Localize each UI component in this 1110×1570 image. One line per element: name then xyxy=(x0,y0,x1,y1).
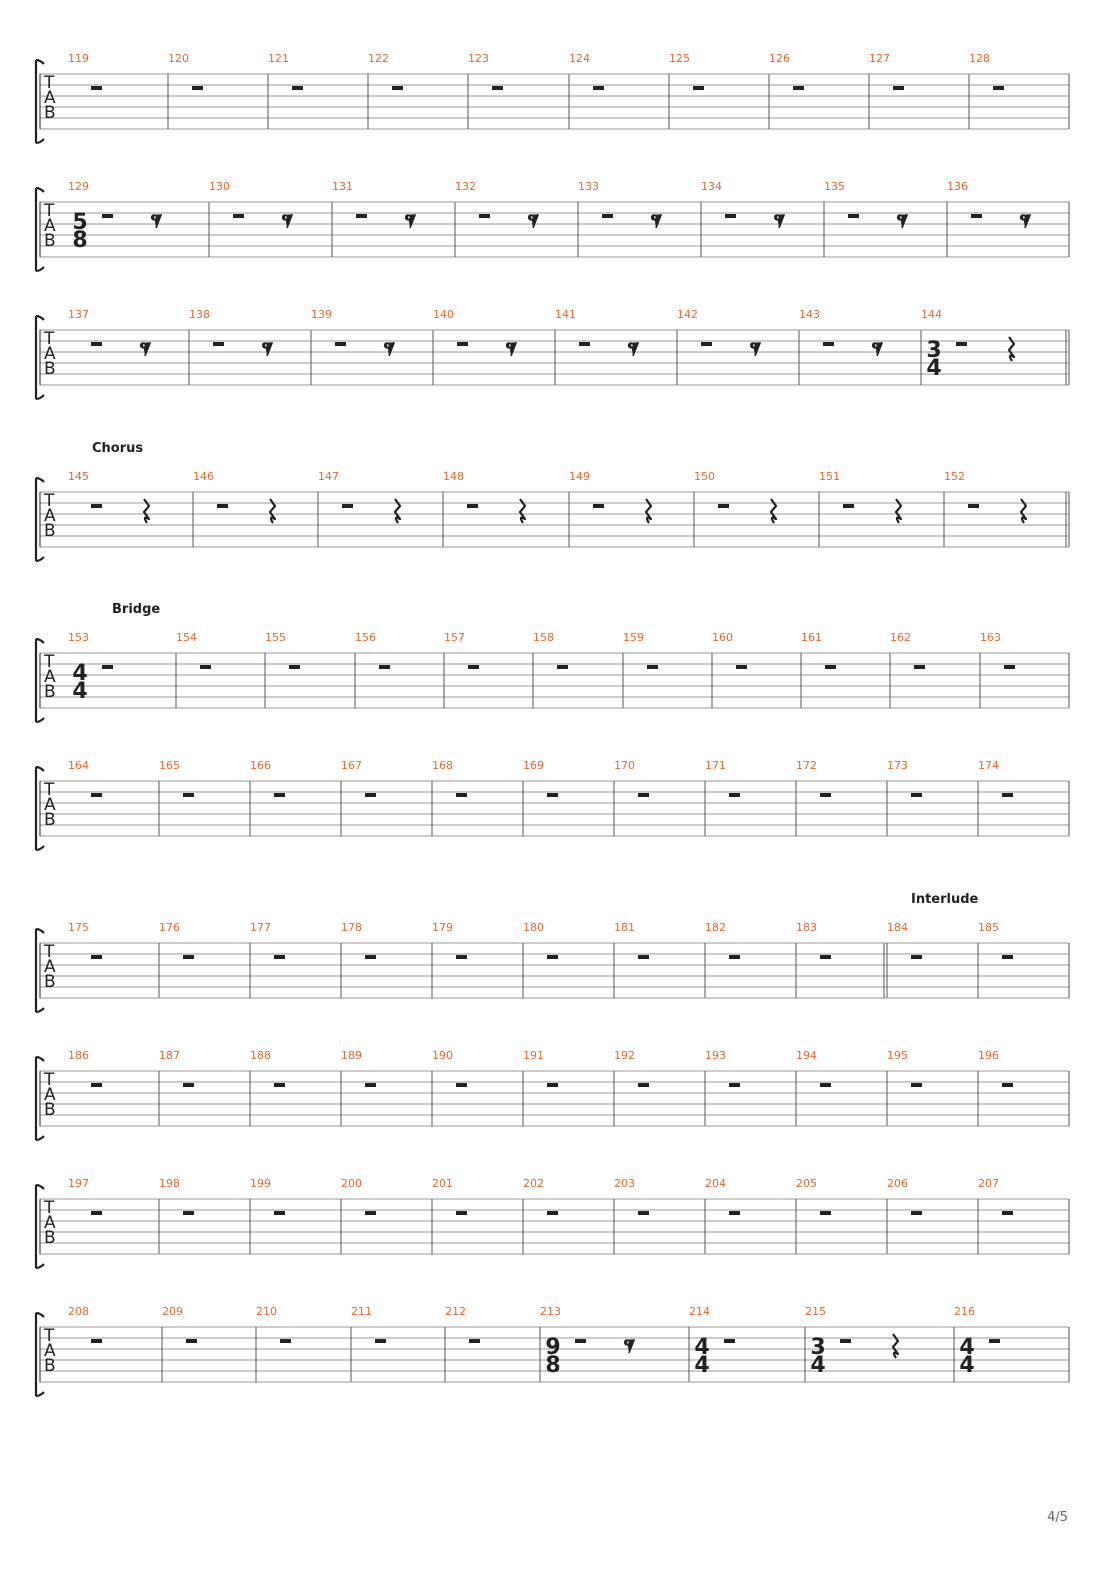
half-rest xyxy=(993,86,1004,90)
tab-clef-letter: A xyxy=(44,216,56,236)
measure-number: 204 xyxy=(705,1177,726,1190)
measure-number: 175 xyxy=(68,921,89,934)
measure-number: 141 xyxy=(555,308,576,321)
tab-clef-letter: T xyxy=(44,780,55,800)
half-rest xyxy=(602,214,613,218)
half-rest xyxy=(91,1211,102,1215)
measure-number: 155 xyxy=(265,631,286,644)
eighth-rest xyxy=(263,343,272,356)
measure-number: 167 xyxy=(341,759,362,772)
half-rest xyxy=(638,1211,649,1215)
tab-clef-letter: B xyxy=(44,682,56,702)
measure-number: 214 xyxy=(689,1305,710,1318)
half-rest xyxy=(292,86,303,90)
measure-number: 142 xyxy=(677,308,698,321)
measure-number: 146 xyxy=(193,470,214,483)
measure-number: 171 xyxy=(705,759,726,772)
tab-system xyxy=(36,1177,1069,1268)
measure-number: 164 xyxy=(68,759,89,772)
half-rest xyxy=(693,86,704,90)
tab-clef-letter: T xyxy=(44,942,55,962)
tab-system xyxy=(36,441,1069,561)
eighth-rest xyxy=(152,215,161,228)
measure-number: 208 xyxy=(68,1305,89,1318)
tab-clef-letter: A xyxy=(44,957,56,977)
half-rest xyxy=(342,504,353,508)
tab-clef-letter: B xyxy=(44,359,56,379)
tab-clef-letter: T xyxy=(44,73,55,93)
measure-number: 162 xyxy=(890,631,911,644)
measure-number: 131 xyxy=(332,180,353,193)
measure-number: 125 xyxy=(669,52,690,65)
measure-number: 215 xyxy=(805,1305,826,1318)
tab-clef-letter: T xyxy=(44,1198,55,1218)
tab-system xyxy=(36,180,1069,271)
half-rest xyxy=(469,1339,480,1343)
measure-number: 174 xyxy=(978,759,999,772)
measure-number: 212 xyxy=(445,1305,466,1318)
tab-system xyxy=(36,602,1069,722)
measure-number: 196 xyxy=(978,1049,999,1062)
measure-number: 163 xyxy=(980,631,1001,644)
half-rest xyxy=(825,665,836,669)
tab-system xyxy=(36,308,1069,399)
half-rest xyxy=(356,214,367,218)
half-rest xyxy=(192,86,203,90)
measure-number: 193 xyxy=(705,1049,726,1062)
measure-number: 177 xyxy=(250,921,271,934)
measure-number: 124 xyxy=(569,52,590,65)
half-rest xyxy=(274,793,285,797)
time-signature-bottom: 4 xyxy=(694,1353,710,1378)
half-rest xyxy=(893,86,904,90)
measure-number: 144 xyxy=(921,308,942,321)
measure-number: 135 xyxy=(824,180,845,193)
tab-system xyxy=(36,892,1069,1012)
half-rest xyxy=(820,793,831,797)
measure-number: 130 xyxy=(209,180,230,193)
half-rest xyxy=(91,342,102,346)
measure-number: 203 xyxy=(614,1177,635,1190)
measure-number: 172 xyxy=(796,759,817,772)
measure-number: 210 xyxy=(256,1305,277,1318)
measure-number: 159 xyxy=(623,631,644,644)
measure-number: 132 xyxy=(455,180,476,193)
time-signature-bottom: 4 xyxy=(810,1353,826,1378)
half-rest xyxy=(547,955,558,959)
tab-clef-letter: A xyxy=(44,1213,56,1233)
measure-number: 160 xyxy=(712,631,733,644)
measure-number: 194 xyxy=(796,1049,817,1062)
tab-clef-letter: A xyxy=(44,1341,56,1361)
half-rest xyxy=(365,793,376,797)
half-rest xyxy=(183,793,194,797)
half-rest xyxy=(729,955,740,959)
page-number: 4/5 xyxy=(1047,1510,1068,1525)
measure-number: 188 xyxy=(250,1049,271,1062)
half-rest xyxy=(379,665,390,669)
half-rest xyxy=(593,86,604,90)
half-rest xyxy=(911,793,922,797)
half-rest xyxy=(914,665,925,669)
time-signature-top: 3 xyxy=(810,1335,826,1360)
half-rest xyxy=(638,955,649,959)
measure-number: 190 xyxy=(432,1049,453,1062)
measure-number: 183 xyxy=(796,921,817,934)
measure-number: 185 xyxy=(978,921,999,934)
tab-clef-letter: B xyxy=(44,521,56,541)
half-rest xyxy=(729,1211,740,1215)
measure-number: 169 xyxy=(523,759,544,772)
measure-number: 181 xyxy=(614,921,635,934)
half-rest xyxy=(823,342,834,346)
half-rest xyxy=(102,665,113,669)
half-rest xyxy=(91,955,102,959)
measure-number: 170 xyxy=(614,759,635,772)
half-rest xyxy=(638,793,649,797)
half-rest xyxy=(793,86,804,90)
measure-number: 202 xyxy=(523,1177,544,1190)
tab-clef-letter: A xyxy=(44,667,56,687)
eighth-rest xyxy=(751,343,760,356)
tab-clef-letter: B xyxy=(44,810,56,830)
measure-number: 121 xyxy=(268,52,289,65)
tab-clef-letter: T xyxy=(44,329,55,349)
measure-number: 200 xyxy=(341,1177,362,1190)
time-signature-top: 3 xyxy=(926,338,942,363)
half-rest xyxy=(911,955,922,959)
half-rest xyxy=(701,342,712,346)
time-signature-top: 4 xyxy=(72,661,88,686)
half-rest xyxy=(456,1211,467,1215)
time-signature-bottom: 4 xyxy=(959,1353,975,1378)
half-rest xyxy=(547,793,558,797)
measure-number: 140 xyxy=(433,308,454,321)
measure-number: 191 xyxy=(523,1049,544,1062)
half-rest xyxy=(848,214,859,218)
tab-clef-letter: T xyxy=(44,1070,55,1090)
section-label: Chorus xyxy=(92,441,144,456)
half-rest xyxy=(392,86,403,90)
measure-number: 133 xyxy=(578,180,599,193)
measure-number: 187 xyxy=(159,1049,180,1062)
half-rest xyxy=(91,1083,102,1087)
measure-number: 134 xyxy=(701,180,722,193)
half-rest xyxy=(200,665,211,669)
half-rest xyxy=(1002,1083,1013,1087)
measure-number: 166 xyxy=(250,759,271,772)
measure-number: 165 xyxy=(159,759,180,772)
measure-number: 206 xyxy=(887,1177,908,1190)
half-rest xyxy=(547,1211,558,1215)
half-rest xyxy=(638,1083,649,1087)
tab-clef-letter: B xyxy=(44,231,56,251)
eighth-rest xyxy=(141,343,150,356)
half-rest xyxy=(91,793,102,797)
half-rest xyxy=(579,342,590,346)
measure-number: 201 xyxy=(432,1177,453,1190)
half-rest xyxy=(1002,793,1013,797)
half-rest xyxy=(1002,1211,1013,1215)
measure-number: 186 xyxy=(68,1049,89,1062)
half-rest xyxy=(956,342,967,346)
tab-clef-letter: B xyxy=(44,972,56,992)
section-label: Bridge xyxy=(112,602,161,617)
half-rest xyxy=(183,1211,194,1215)
half-rest xyxy=(729,793,740,797)
eighth-rest xyxy=(898,215,907,228)
measure-number: 173 xyxy=(887,759,908,772)
half-rest xyxy=(968,504,979,508)
half-rest xyxy=(91,504,102,508)
measure-number: 148 xyxy=(443,470,464,483)
half-rest xyxy=(820,955,831,959)
measure-number: 126 xyxy=(769,52,790,65)
eighth-rest xyxy=(775,215,784,228)
tab-clef-letter: B xyxy=(44,103,56,123)
half-rest xyxy=(213,342,224,346)
measure-number: 147 xyxy=(318,470,339,483)
measure-number: 178 xyxy=(341,921,362,934)
eighth-rest xyxy=(283,215,292,228)
time-signature-bottom: 4 xyxy=(72,679,88,704)
measure-number: 205 xyxy=(796,1177,817,1190)
half-rest xyxy=(456,955,467,959)
measure-number: 153 xyxy=(68,631,89,644)
half-rest xyxy=(593,504,604,508)
measure-number: 213 xyxy=(540,1305,561,1318)
tab-clef-letter: A xyxy=(44,1085,56,1105)
half-rest xyxy=(820,1083,831,1087)
half-rest xyxy=(971,214,982,218)
half-rest xyxy=(365,955,376,959)
half-rest xyxy=(274,955,285,959)
tab-clef-letter: T xyxy=(44,652,55,672)
half-rest xyxy=(467,504,478,508)
measure-number: 207 xyxy=(978,1177,999,1190)
measure-number: 168 xyxy=(432,759,453,772)
half-rest xyxy=(280,1339,291,1343)
time-signature-top: 4 xyxy=(959,1335,975,1360)
half-rest xyxy=(547,1083,558,1087)
measure-number: 158 xyxy=(533,631,554,644)
measure-number: 143 xyxy=(799,308,820,321)
half-rest xyxy=(492,86,503,90)
eighth-rest xyxy=(1021,215,1030,228)
measure-number: 129 xyxy=(68,180,89,193)
measure-number: 151 xyxy=(819,470,840,483)
half-rest xyxy=(843,504,854,508)
half-rest xyxy=(840,1339,851,1343)
half-rest xyxy=(183,1083,194,1087)
eighth-rest xyxy=(873,343,882,356)
measure-number: 199 xyxy=(250,1177,271,1190)
time-signature-bottom: 8 xyxy=(72,228,88,253)
measure-number: 182 xyxy=(705,921,726,934)
half-rest xyxy=(575,1339,586,1343)
eighth-rest xyxy=(629,343,638,356)
measure-number: 139 xyxy=(311,308,332,321)
measure-number: 154 xyxy=(176,631,197,644)
measure-number: 161 xyxy=(801,631,822,644)
measure-number: 184 xyxy=(887,921,908,934)
half-rest xyxy=(725,214,736,218)
half-rest xyxy=(736,665,747,669)
measure-number: 216 xyxy=(954,1305,975,1318)
half-rest xyxy=(186,1339,197,1343)
measure-number: 137 xyxy=(68,308,89,321)
tab-clef-letter: T xyxy=(44,491,55,511)
tab-system xyxy=(36,1305,1069,1396)
half-rest xyxy=(718,504,729,508)
half-rest xyxy=(375,1339,386,1343)
section-label: Interlude xyxy=(911,892,979,907)
eighth-rest xyxy=(625,1340,634,1353)
half-rest xyxy=(365,1083,376,1087)
tab-clef-letter: A xyxy=(44,88,56,108)
measure-number: 127 xyxy=(869,52,890,65)
measure-number: 122 xyxy=(368,52,389,65)
measure-number: 150 xyxy=(694,470,715,483)
eighth-rest xyxy=(652,215,661,228)
measure-number: 156 xyxy=(355,631,376,644)
eighth-rest xyxy=(507,343,516,356)
tab-clef-letter: B xyxy=(44,1100,56,1120)
half-rest xyxy=(1002,955,1013,959)
tab-system xyxy=(36,1049,1069,1140)
measure-number: 119 xyxy=(68,52,89,65)
half-rest xyxy=(335,342,346,346)
tab-clef-letter: A xyxy=(44,795,56,815)
measure-number: 180 xyxy=(523,921,544,934)
measure-number: 198 xyxy=(159,1177,180,1190)
measure-number: 149 xyxy=(569,470,590,483)
measure-number: 123 xyxy=(468,52,489,65)
half-rest xyxy=(557,665,568,669)
half-rest xyxy=(217,504,228,508)
half-rest xyxy=(989,1339,1000,1343)
measure-number: 157 xyxy=(444,631,465,644)
measure-number: 145 xyxy=(68,470,89,483)
half-rest xyxy=(102,214,113,218)
half-rest xyxy=(911,1083,922,1087)
tab-clef-letter: T xyxy=(44,1326,55,1346)
half-rest xyxy=(289,665,300,669)
measure-number: 120 xyxy=(168,52,189,65)
half-rest xyxy=(91,86,102,90)
tab-clef-letter: T xyxy=(44,201,55,221)
half-rest xyxy=(274,1083,285,1087)
half-rest xyxy=(456,793,467,797)
time-signature-top: 9 xyxy=(545,1335,561,1360)
half-rest xyxy=(456,1083,467,1087)
half-rest xyxy=(820,1211,831,1215)
half-rest xyxy=(91,1339,102,1343)
time-signature-top: 4 xyxy=(694,1335,710,1360)
tab-system xyxy=(36,52,1069,143)
half-rest xyxy=(1004,665,1015,669)
tab-clef-letter: B xyxy=(44,1356,56,1376)
time-signature-bottom: 8 xyxy=(545,1353,561,1378)
measure-number: 197 xyxy=(68,1177,89,1190)
measure-number: 195 xyxy=(887,1049,908,1062)
measure-number: 179 xyxy=(432,921,453,934)
tab-clef-letter: B xyxy=(44,1228,56,1248)
half-rest xyxy=(274,1211,285,1215)
measure-number: 211 xyxy=(351,1305,372,1318)
half-rest xyxy=(647,665,658,669)
measure-number: 189 xyxy=(341,1049,362,1062)
half-rest xyxy=(729,1083,740,1087)
half-rest xyxy=(911,1211,922,1215)
half-rest xyxy=(457,342,468,346)
measure-number: 192 xyxy=(614,1049,635,1062)
eighth-rest xyxy=(385,343,394,356)
half-rest xyxy=(724,1339,735,1343)
eighth-rest xyxy=(406,215,415,228)
time-signature-top: 5 xyxy=(72,210,88,235)
half-rest xyxy=(365,1211,376,1215)
tab-clef-letter: A xyxy=(44,506,56,526)
eighth-rest xyxy=(529,215,538,228)
measure-number: 152 xyxy=(944,470,965,483)
tab-system xyxy=(36,759,1069,850)
time-signature-bottom: 4 xyxy=(926,356,942,381)
measure-number: 128 xyxy=(969,52,990,65)
measure-number: 176 xyxy=(159,921,180,934)
measure-number: 136 xyxy=(947,180,968,193)
half-rest xyxy=(468,665,479,669)
measure-number: 209 xyxy=(162,1305,183,1318)
half-rest xyxy=(233,214,244,218)
half-rest xyxy=(479,214,490,218)
tab-clef-letter: A xyxy=(44,344,56,364)
measure-number: 138 xyxy=(189,308,210,321)
half-rest xyxy=(183,955,194,959)
